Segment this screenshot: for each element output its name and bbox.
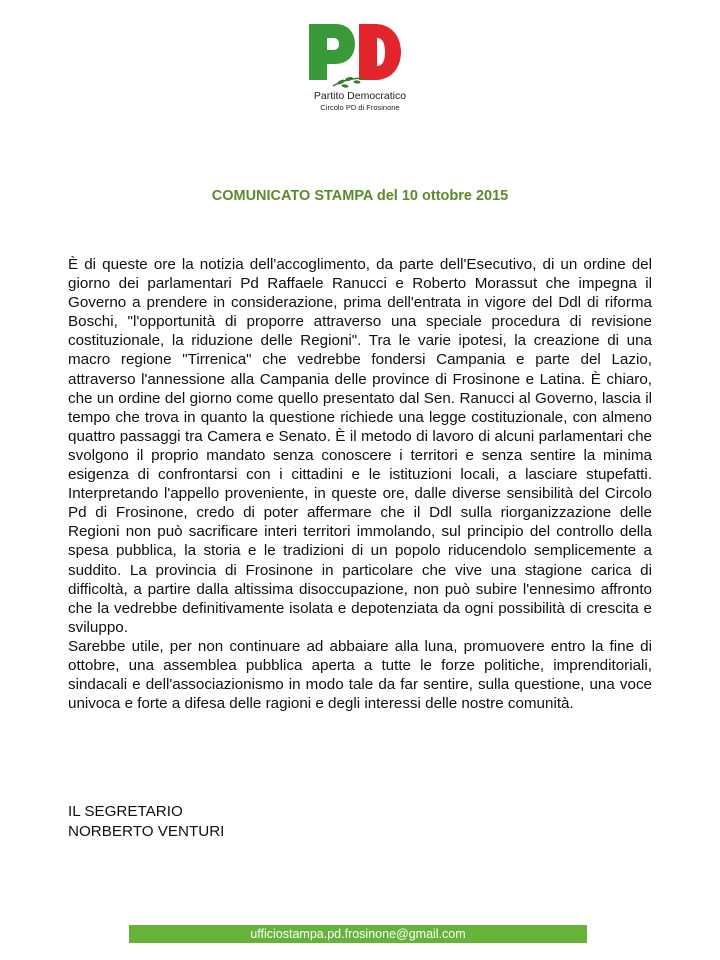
pd-logo — [298, 20, 422, 120]
logo-party-name: Partito Democratico — [313, 90, 407, 102]
press-release-title: COMUNICATO STAMPA del 10 ottobre 2015 — [211, 188, 509, 204]
signature-role: IL SEGRETARIO — [68, 803, 183, 820]
footer-email-bar — [129, 925, 587, 943]
footer-email[interactable]: ufficiostampa.pd.frosinone@gmail.com — [250, 927, 466, 941]
signature-name: NORBERTO VENTURI — [68, 822, 225, 840]
body-paragraph: È di queste ore la notizia dell'accoglimento, da parte dell'Esecutivo, di un ordine del giorno dei parlamentari Pd Raffaele Ranucci e Roberto Morassut che impegna il Governo a prendere in considerazione, prima dell'entrata in vigore del Ddl di riforma Boschi, "l'opportunità di proporre attraverso una speciale procedura di revisione costituzionale, la riduzione delle Regioni". Tra le varie ipotesi, la creazione di una macro regione "Tirrenica" che vedrebbe fondersi Campania e parte del Lazio, attraverso l'annessione alla Campania delle province di Frosinone e Latina. È chiaro, che un ordine del giorno come quello presentato dal Sen. Ranucci al Governo, lascia il tempo che trova in quanto la questione richiede una legge costituzionale, con almeno quattro passaggi tra Camera e Senato. È il metodo di lavoro di alcuni parlamentari che svolgono il proprio mandato senza conoscere i territori e senza sentire la minima esigenza di confrontarsi con i cittadini e le istituzioni locali, a lasciare stupefatti. Interpretando l'appello proveniente, in queste ore, dalle diverse sensibilità del Circolo Pd di Frosinone, credo di poter affermare che il Ddl sulla riorganizzazione delle Regioni non può sacrificare interi territori immolando, sul principio del controllo della spesa pubblica, la storia e le tradizioni di un popolo riducendolo semplicemente a suddito. La provincia di Frosinone in particolare che vive una stagione carica di difficoltà, a partire dalla altissima disoccupazione, non può subire l'ennesimo affronto che la vedrebbe definitivamente isolata e depotenziata da ogni possibilità di crescita e sviluppo. — [68, 256, 652, 636]
logo-circle-name: Circolo PD di Frosinone — [320, 103, 400, 112]
press-release-body — [68, 255, 652, 713]
signature-block — [68, 802, 224, 841]
pd-logo-icon — [305, 20, 405, 90]
body-paragraph: Sarebbe utile, per non continuare ad abbaiare alla luna, promuovere entro la fine di ottobre, una assemblea pubblica aperta a tutte le forze politiche, imprenditoriali, sindacali e dell'associazionismo in modo tale da far sentire, sulla questione, una voce univoca e forte a difesa delle ragioni e degli interessi delle nostre comunità. — [68, 637, 652, 713]
